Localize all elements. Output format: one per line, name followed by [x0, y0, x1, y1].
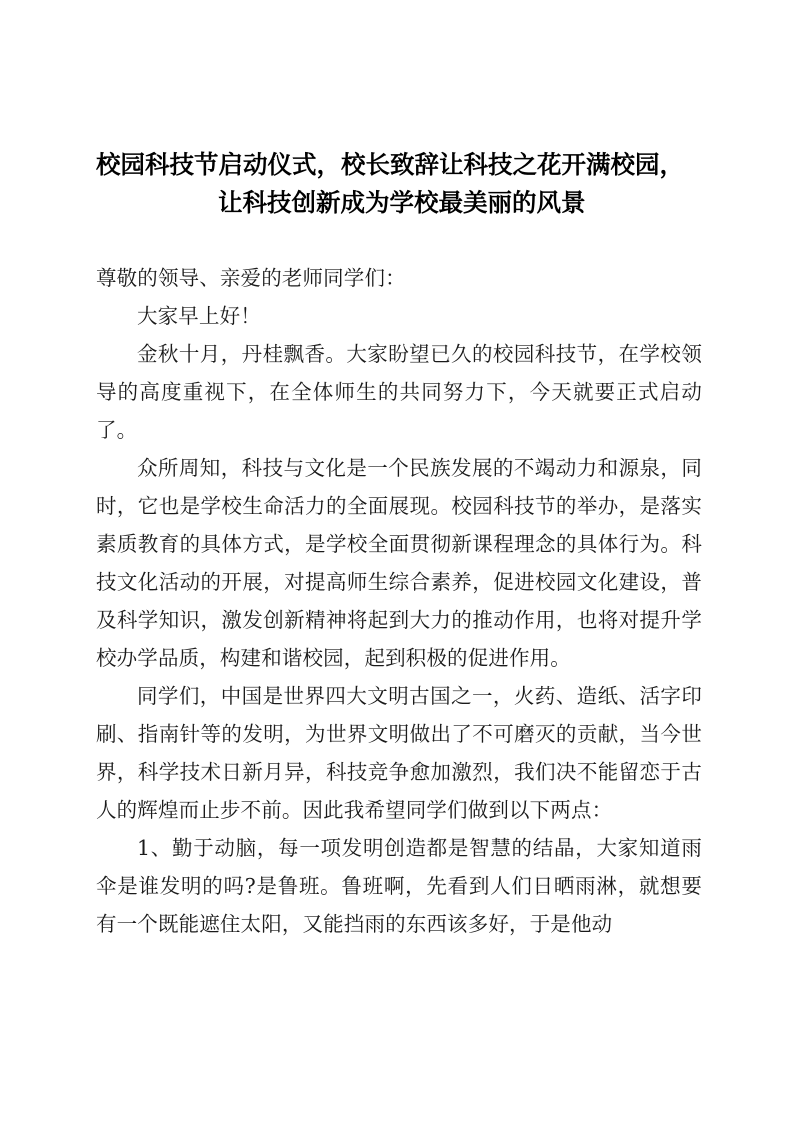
paragraph-history: 同学们，中国是世界四大文明古国之一，火药、造纸、活字印刷、指南针等的发明，为世界文明做出了不可磨灭的贡献，当今世界，科学技术日新月异，科技竞争愈加激烈，我们决不能留恋于古人的辉煌而止步不前。因此我希望同学们做到以下两点：	[96, 684, 702, 822]
page-title-line-1: 校园科技节启动仪式，校长致辞让科技之花开满校园，	[96, 152, 684, 179]
page-title-line-2: 让科技创新成为学校最美丽的风景	[218, 190, 586, 217]
paragraph-salutation: 尊敬的领导、亲爱的老师同学们：	[96, 266, 406, 290]
paragraph-opening: 金秋十月，丹桂飘香。大家盼望已久的校园科技节，在学校领导的高度重视下，在全体师生的共同努力下，今天就要正式启动了。	[96, 342, 702, 442]
document-body	[96, 223, 702, 943]
paragraph-significance: 众所周知，科技与文化是一个民族发展的不竭动力和源泉，同时，它也是学校生命活力的全面展现。校园科技节的举办，是落实素质教育的具体方式，是学校全面贯彻新课程理念的具体行为。科技文化活动的开展，对提高师生综合素养，促进校园文化建设，普及科学知识，激发创新精神将起到大力的推动作用，也将对提升学校办学品质，构建和谐校园，起到积极的促进作用。	[96, 456, 702, 670]
page-title	[96, 0, 702, 223]
document-content-column	[96, 0, 702, 943]
paragraph-point-1: 1、勤于动脑，每一项发明创造都是智慧的结晶，大家知道雨伞是谁发明的吗?是鲁班。鲁班啊，先看到人们日晒雨淋，就想要有一个既能遮住太阳，又能挡雨的东西该多好，于是他动	[96, 836, 702, 936]
paragraph-greeting: 大家早上好！	[137, 304, 261, 328]
